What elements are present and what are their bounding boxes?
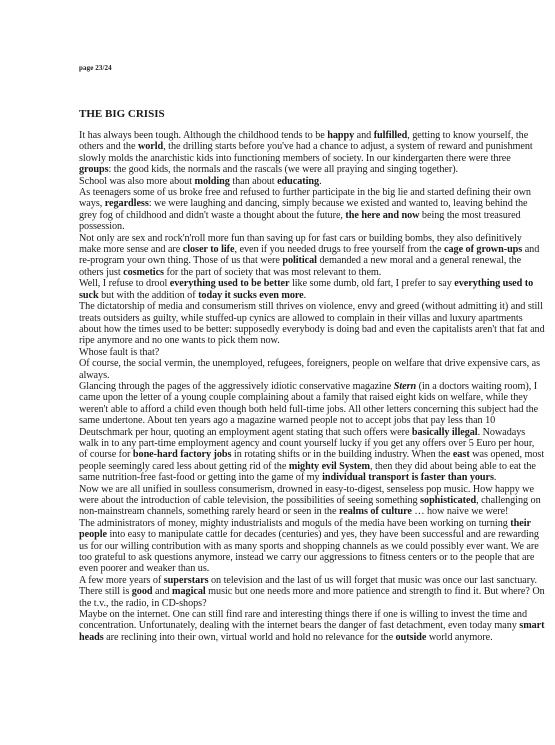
bold-text: regardless: [104, 198, 149, 210]
bold-text: groups: [79, 164, 109, 176]
bold-text: everything used to be better: [169, 278, 290, 290]
bold-text: magical: [172, 586, 206, 598]
bold-text: smart heads: [79, 620, 545, 643]
bold-text: sophisticated: [420, 495, 477, 506]
bold-text: the here and now: [345, 209, 420, 221]
text-run: Of course, the social vermin, the unemployed, refugees, foreigners, people on welfare that drive expensive cars, as always.: [79, 358, 541, 381]
text-run: and: [354, 130, 374, 141]
paragraph: [79, 130, 545, 176]
bold-text: superstars: [163, 574, 209, 586]
text-run: Glancing through the pages of the aggressively idiotic conservative magazine: [79, 380, 394, 392]
paragraph: [79, 518, 545, 575]
text-run: (in a doctors waiting room), I came upon the letter of a young couple complaining about a family that raised eight kids on welfare, while they weren't able to afford a child even though both held full-time jobs. All other letters concerning this subject had the same undertone. About ten years ago a magazine warned people not to accept jobs that pay less than 10 Deutschmark per hour, quoting an employment agent stating that such offers were: [79, 380, 539, 438]
text-run: It has always been tough. Although the childhood tends to be: [79, 130, 328, 141]
text-run: into easy to manipulate cattle for decades (centuries) and yes, they have been successful and are rewarding us for our willing contribution with as many sports and shopping channels as we could possibly ever want. We are too grateful to ask questions anymore, instead we carry our aggressions to fitness centers or to the people that are even poorer and weaker than us.: [79, 529, 539, 575]
text-run: .: [493, 472, 497, 484]
text-run: being the most treasured possession.: [79, 209, 521, 233]
paragraph: [79, 484, 545, 518]
text-run: The administrators of money, mighty industrialists and moguls of the media have been working on turning: [79, 517, 511, 529]
bold-text: political: [282, 255, 317, 267]
bold-text: good: [131, 586, 153, 598]
bold-text: mighty evil System: [288, 460, 370, 472]
text-run: but with the addition of: [98, 289, 199, 301]
bold-text: individual transport is faster than yours: [322, 472, 494, 484]
text-run: demanded a new moral and a general renewal, the others just: [79, 255, 522, 278]
paragraph: [79, 278, 545, 301]
text-run: : the good kids, the normals and the rascals (we were all praying and singing together).: [108, 164, 459, 176]
text-run: , the drilling starts before you've had a chance to adjust, a system of reward and punishment slowly molds the anarchistic kids into functioning members of society. In our kindergarten there were three: [79, 141, 533, 164]
paragraph: [79, 609, 545, 643]
paragraph: [79, 575, 545, 609]
paragraph: [79, 301, 545, 347]
text-run: are reclining into their own, virtual world and hold no relevance for the: [103, 631, 396, 643]
text-run: for the part of society that was most relevant to them.: [163, 266, 382, 278]
article-body: [79, 130, 545, 643]
text-run: world anymore.: [426, 631, 493, 643]
text-run: and: [152, 586, 173, 598]
text-run: and re-program your own thing. Those of us that were: [79, 244, 540, 267]
emphasis-text: Stern: [393, 380, 417, 392]
text-run: in rotating shifts or in the building industry. When the: [231, 449, 453, 461]
text-run: School was also more about: [79, 175, 195, 187]
text-run: Whose fault is that?: [79, 346, 160, 358]
bold-text: world: [137, 141, 164, 153]
text-run: Maybe on the internet. One can still find rare and interesting things there if one is willing to invest the time and concentration. Unfortunately, dealing with the internet bears the danger of fast detachment, even today many: [79, 609, 527, 632]
text-run: Now we are all unified in soulless consumerism, drowned in easy-to-digest, senseless pop music. How happy we were about the introduction of cable television, the possibilities of seeing something: [79, 483, 534, 506]
paragraph: [79, 347, 545, 358]
text-run: , then they did about being able to eat the same nutrition-free fast-food or getting into the game of my: [79, 460, 536, 484]
bold-text: today it sucks even more: [198, 289, 304, 301]
text-run: , challenging on non-mainstream channels, something rarely heard or seen in the: [79, 495, 541, 518]
paragraph: [79, 358, 545, 381]
text-run: . Nowadays walk in to any part-time employment agency and count yourself lucky if you get any offers over 5 Euro per hour, of course for: [79, 426, 535, 461]
bold-text: happy: [327, 130, 355, 141]
bold-text: closer to life: [182, 244, 235, 256]
text-run: , even if you needed drugs to free yourself from the: [234, 244, 445, 256]
bold-text: bone-hard factory jobs: [132, 449, 232, 461]
bold-text: molding: [194, 175, 230, 187]
text-run: .: [303, 289, 307, 301]
bold-text: their people: [79, 517, 531, 541]
bold-text: cosmetics: [123, 266, 164, 278]
bold-text: educating: [277, 175, 320, 187]
text-run: Not only are sex and rock'n'roll more fun than saving up for fast cars or building bombs, they also definitively make more sense and are: [79, 232, 522, 256]
text-run: on television and the last of us will forget that music was once our last sanctuary. There still is: [79, 574, 537, 598]
text-run: than about: [229, 175, 278, 187]
text-run: As teenagers some of us broke free and refused to further participate in the big lie and started defining their own ways,: [79, 187, 531, 210]
bold-text: realms of culture: [338, 506, 412, 518]
bold-text: east: [452, 449, 470, 461]
text-run: , getting to know yourself, the others and the: [79, 130, 529, 153]
text-run: Well, I refuse to drool: [79, 278, 170, 290]
bold-text: everything used to suck: [79, 278, 534, 301]
text-run: like some dumb, old fart, I prefer to say: [289, 278, 455, 290]
text-run: The dictatorship of media and consumerism still thrives on violence, envy and greed (without admitting it) and still treats outsiders as guilty, while stuffed-up cynics are allowed to complain in their villas and luxury apartments about how the times used to be better: supposedly everybody is doing bad and even the capitalists aren't that fat and ripe anymore and no one wants to pick them now.: [79, 301, 545, 347]
text-run: was opened, most people seemingly cared less about getting rid of the: [79, 449, 545, 472]
bold-text: basically illegal: [411, 426, 478, 438]
page-title: THE BIG CRISIS: [79, 108, 165, 120]
paragraph: [79, 187, 545, 233]
text-run: .: [319, 175, 322, 187]
paragraph: [79, 381, 545, 484]
bold-text: outside: [395, 631, 427, 643]
bold-text: fulfilled: [373, 130, 408, 141]
text-run: music but one needs more and more patience and strength to find it. But where? On the t.v., the radio, in CD-shops?: [79, 586, 545, 609]
bold-text: cage of grown-ups: [444, 244, 523, 256]
paragraph: [79, 233, 545, 279]
page-number: page 23/24: [79, 64, 112, 72]
text-run: : we were laughing and dancing, simply because we existed and wanted to, leaving behind the grey fog of childhood and didn't waste a thought about the future,: [79, 198, 528, 221]
text-run: … how naive we were!: [411, 506, 509, 518]
text-run: A few more years of: [79, 574, 164, 586]
paragraph: [79, 176, 545, 187]
